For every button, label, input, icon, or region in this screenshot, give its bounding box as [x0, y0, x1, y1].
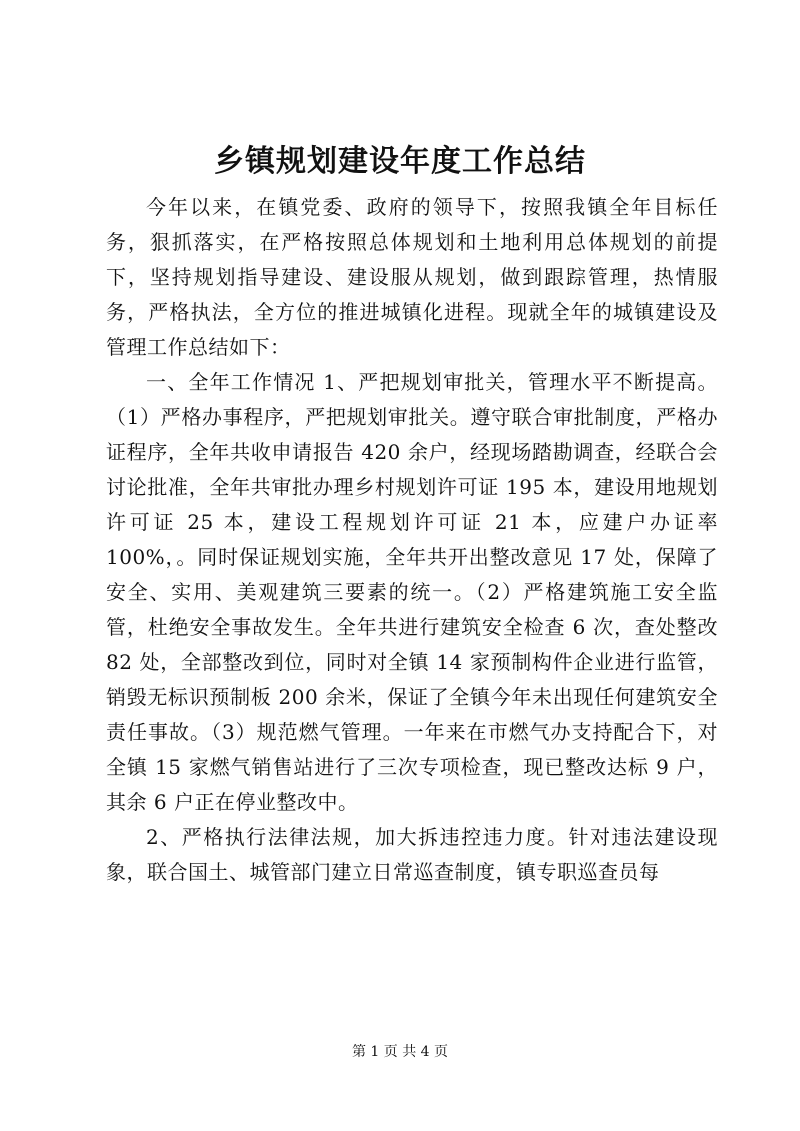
paragraph-intro: 今年以来，在镇党委、政府的领导下，按照我镇全年目标任务，狠抓落实，在严格按照总体规划和土地利用总体规划的前提下，坚持规划指导建设、建设服从规划，做到跟踪管理，热情服务，严格执法，全方位的推进城镇化进程。现就全年的城镇建设及管理工作总结如下： [106, 195, 718, 359]
document-body [106, 190, 718, 890]
page-title: 乡镇规划建设年度工作总结 [214, 144, 586, 179]
paragraph-section-1: 一、全年工作情况 1、严把规划审批关，管理水平不断提高。（1）严格办事程序，严把规划审批关。遵守联合审批制度，严格办证程序，全年共收申请报告 420 余户，经现场踏勘调查，经联合会讨论批准，全年共审批办理乡村规划许可证 195 本，建设用地规划许可证 25 本，建设工程规划许可证 21 本，应建户办证率 100%，。同时保证规划实施，全年共开出整改意见 17 处，保障了安全、实用、美观建筑三要素的统一。（2）严格建筑施工安全监管，杜绝安全事故发生。全年共进行建筑安全检查 6 次，查处整改 82 处，全部整改到位，同时对全镇 14 家预制构件企业进行监管，销毁无标识预制板 200 余米，保证了全镇今年未出现任何建筑安全责任事故。（3）规范燃气管理。一年来在市燃气办支持配合下，对全镇 15 家燃气销售站进行了三次专项检查，现已整改达标 9 户，其余 6 户正在停业整改中。 [106, 370, 718, 814]
page-footer: 第 1 页 共 4 页 [351, 1044, 449, 1060]
paragraph-section-2: 2、严格执行法律法规，加大拆违控违力度。针对违法建设现象，联合国土、城管部门建立日常巡查制度，镇专职巡查员每 [106, 825, 718, 884]
